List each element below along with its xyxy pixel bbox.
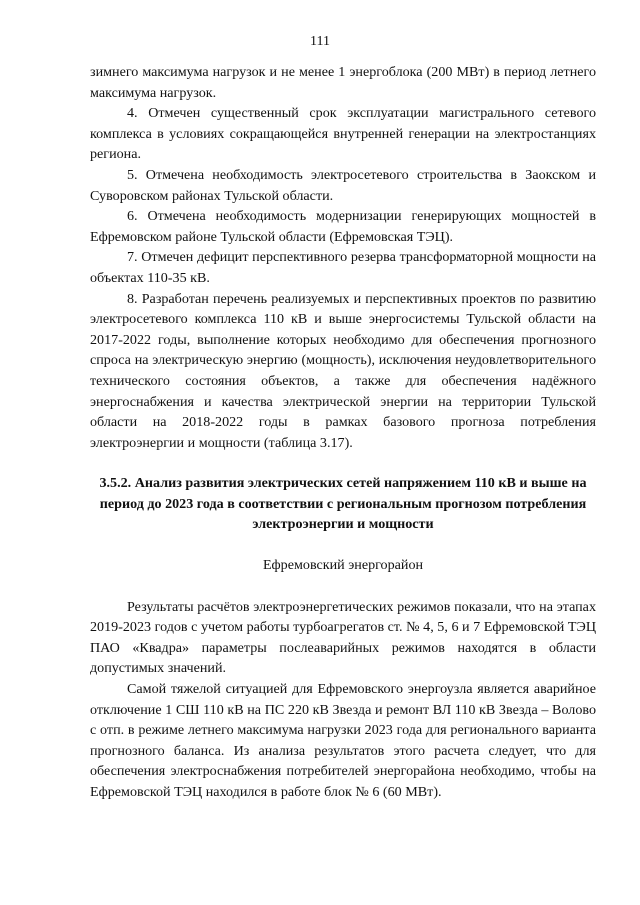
page-body	[90, 62, 596, 803]
section-heading: 3.5.2. Анализ развития электрических сетей напряжением 110 кВ и выше на период до 2023 года в соответствии с региональным прогнозом потребления электроэнергии и мощности	[99, 475, 587, 533]
paragraph-item-4: 4. Отмечен существенный срок эксплуатации магистрального сетевого комплекса в условиях сокращающейся внутренней генерации на электростанциях региона.	[90, 105, 596, 163]
paragraph-item-5: 5. Отмечена необходимость электросетевого строительства в Заокском и Суворовском районах Тульской области.	[90, 166, 596, 204]
subsection-title: Ефремовский энергорайон	[262, 557, 424, 574]
paragraph-item-6: 6. Отмечена необходимость модернизации генерирующих мощностей в Ефремовском районе Тульской области (Ефремовская ТЭЦ).	[90, 208, 596, 245]
paragraph-item-7: 7. Отмечен дефицит перспективного резерва трансформаторной мощности на объектах 110-35 кВ.	[90, 249, 596, 286]
paragraph-continuation: зимнего максимума нагрузок и не менее 1 энергоблока (200 МВт) в период летнего максимума нагрузок.	[90, 64, 596, 101]
paragraph-item-8: 8. Разработан перечень реализуемых и перспективных проектов по развитию электросетевого комплекса 110 кВ и выше энергосистемы Тульской области на 2017-2022 годы, выполнение которых необходимо для обеспечения прогнозного спроса на электрическую энергию (мощность), исключения неудовлетворительного технического состояния объектов, а также для обеспечения надёжного энергоснабжения и качества электрической энергии на территории Тульской области на 2018-2022 годы в рамках базового прогноза потребления электроэнергии и мощности (таблица 3.17).	[90, 290, 596, 451]
paragraph-hardest-case: Самой тяжелой ситуацией для Ефремовского энергоузла является аварийное отключение 1 СШ 110 кВ на ПС 220 кВ Звезда и ремонт ВЛ 110 кВ Звезда – Волово с отп. в режиме летнего максимума нагрузки 2023 года для регионального варианта прогнозного баланса. Из анализа результатов этого расчета следует, что для обеспечения электроснабжения потребителей энергорайона необходимо, чтобы на Ефремовской ТЭЦ находился в работе блок № 6 (60 МВт).	[90, 681, 596, 800]
paragraph-results: Результаты расчётов электроэнергетических режимов показали, что на этапах 2019-2023 годов с учетом работы турбоагрегатов ст. № 4, 5, 6 и 7 Ефремовской ТЭЦ ПАО «Квадра» параметры послеаварийных режимов находятся в области допустимых значений.	[90, 598, 596, 677]
page-number: 111	[310, 34, 330, 49]
